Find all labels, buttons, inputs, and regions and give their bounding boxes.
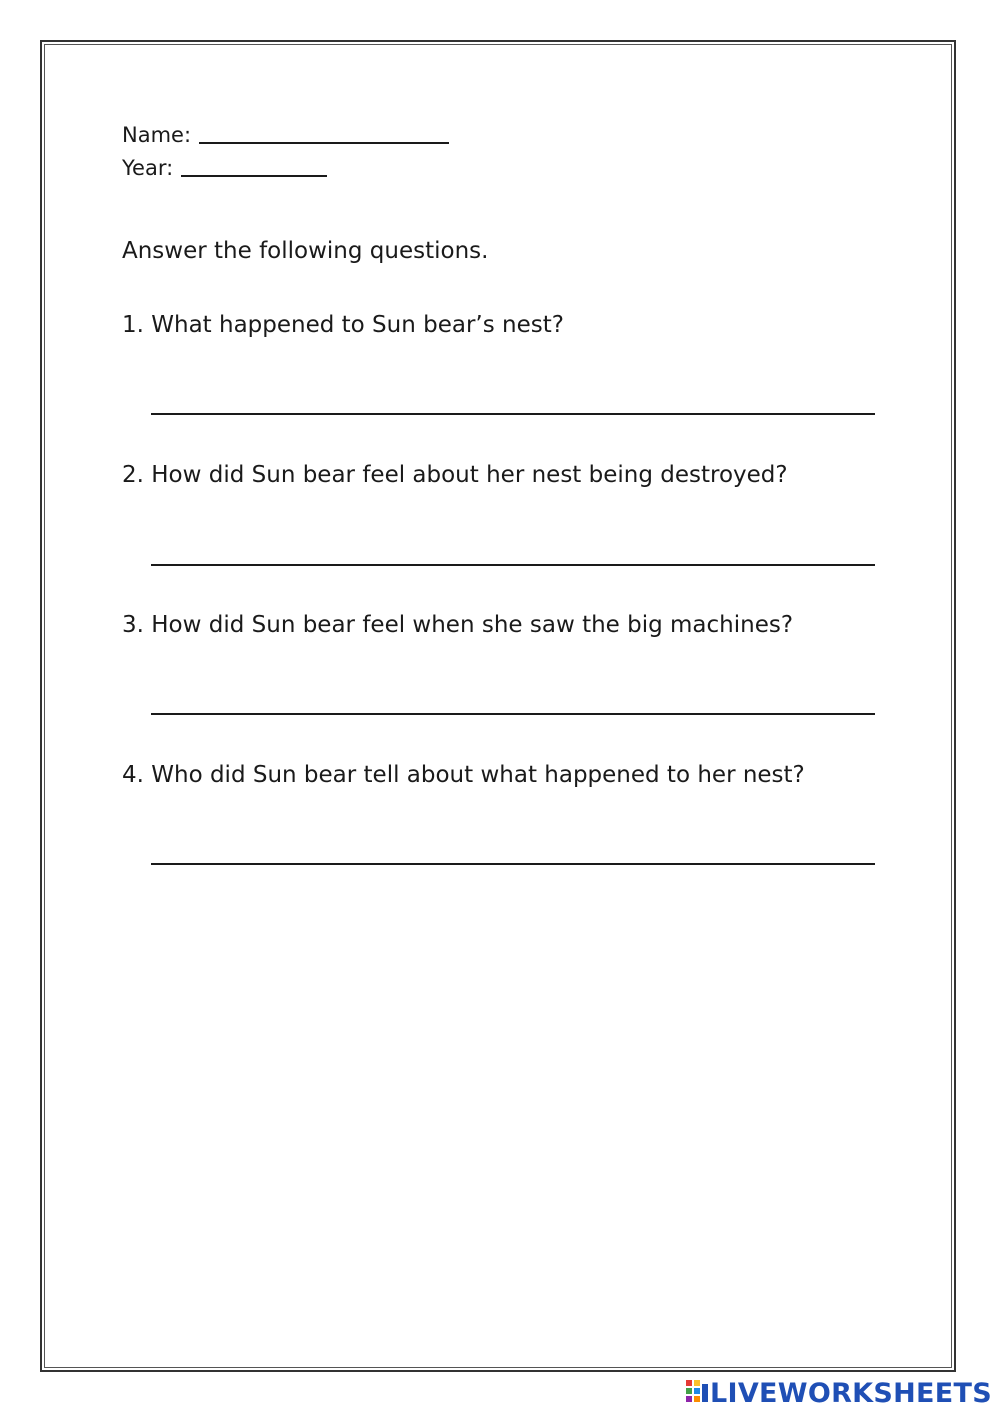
question-4: 4. Who did Sun bear tell about what happened to her nest? [122, 762, 805, 788]
watermark-text: LIVEWORKSHEETS [709, 1377, 992, 1409]
year-label: Year: [122, 156, 174, 180]
year-field [122, 156, 327, 180]
liveworksheets-watermark [686, 1376, 992, 1410]
question-1: 1. What happened to Sun bear’s nest? [122, 312, 564, 338]
liveworksheets-logo-icon [686, 1380, 708, 1406]
name-input-line[interactable] [199, 141, 449, 144]
question-3: 3. How did Sun bear feel when she saw the big machines? [122, 612, 794, 638]
year-input-line[interactable] [181, 174, 327, 177]
answer-line-4[interactable] [151, 863, 875, 865]
question-2: 2. How did Sun bear feel about her nest being destroyed? [122, 462, 788, 488]
answer-line-2[interactable] [151, 564, 875, 566]
instruction-text: Answer the following questions. [122, 238, 489, 264]
name-field [122, 123, 449, 147]
answer-line-1[interactable] [151, 413, 875, 415]
answer-line-3[interactable] [151, 713, 875, 715]
name-label: Name: [122, 123, 192, 147]
